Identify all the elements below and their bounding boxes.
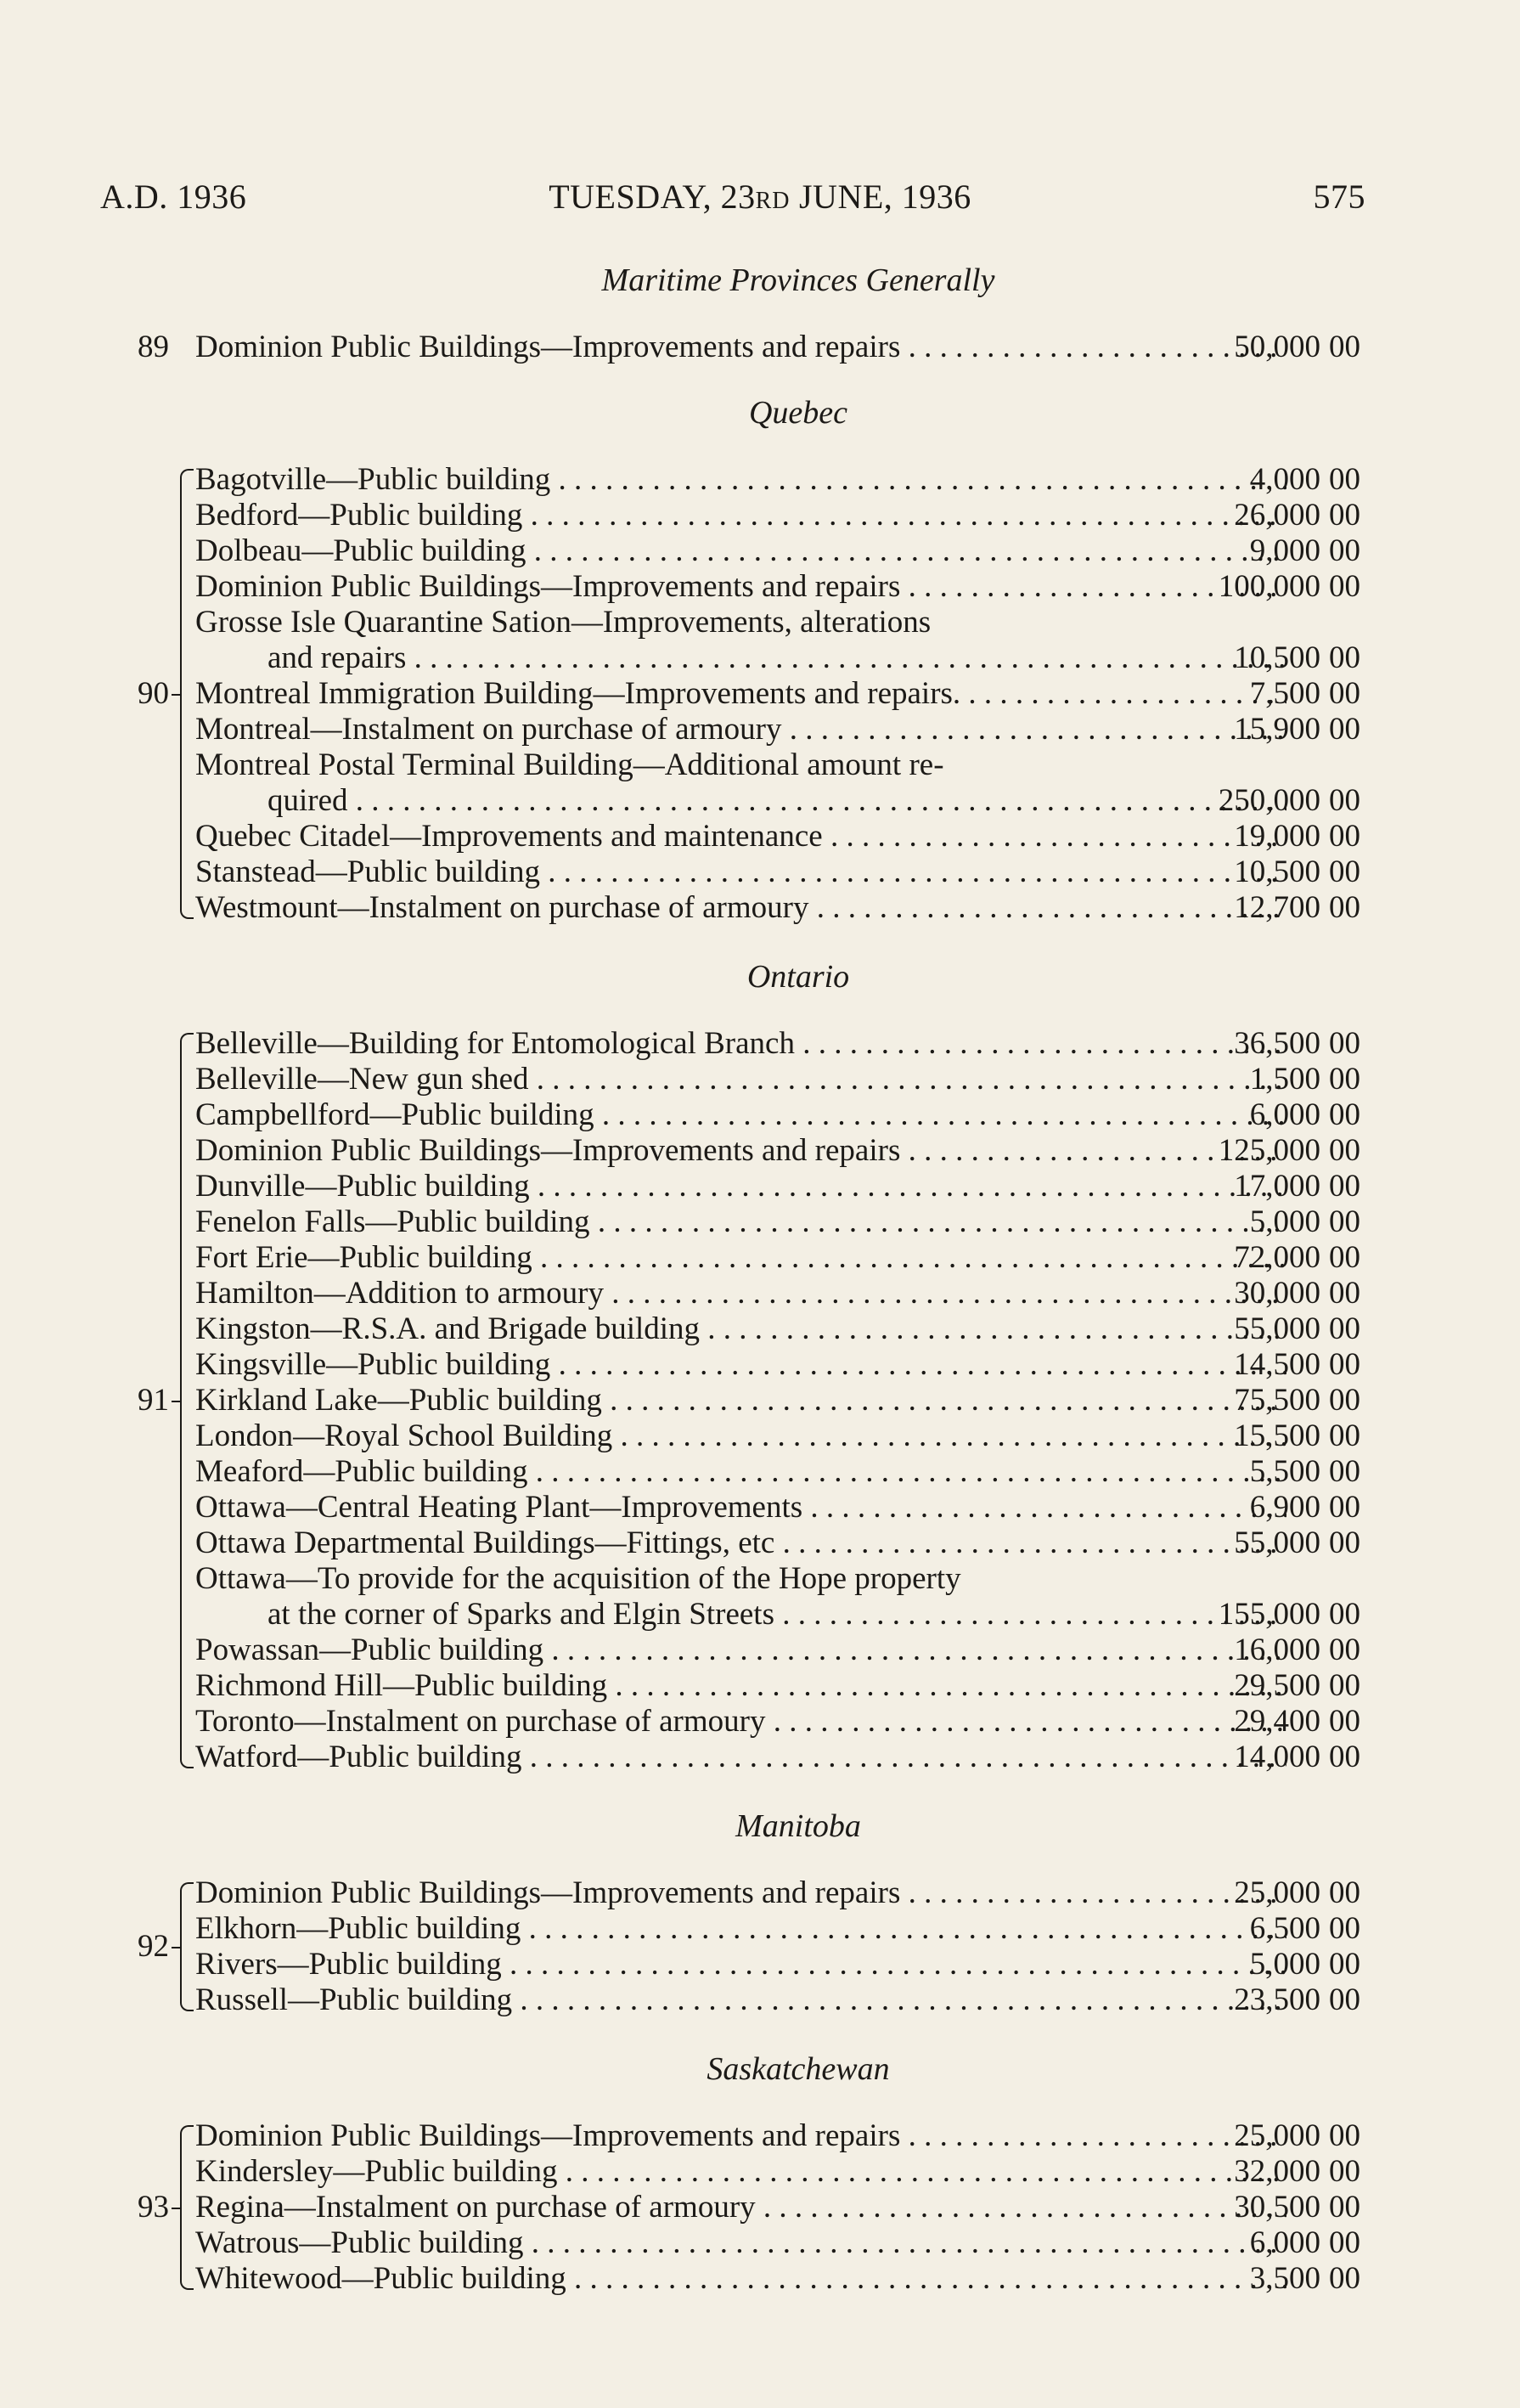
line-item: [127, 1704, 1367, 1740]
line-item: [127, 1668, 1367, 1704]
line-item: [127, 640, 1367, 676]
item-amount: 125,000: [1218, 1133, 1320, 1168]
item-cents: 00: [1329, 1597, 1360, 1632]
item-amount: 19,000: [1234, 819, 1320, 854]
item-cents: 00: [1329, 676, 1360, 711]
item-description: Kirkland Lake—Public building . . .: [195, 1383, 1286, 1418]
item-cents: 00: [1329, 462, 1360, 497]
line-item: [127, 1204, 1367, 1240]
line-item: [127, 1875, 1367, 1911]
item-cents: 00: [1329, 1740, 1360, 1774]
item-description: and repairs . . .: [195, 640, 1286, 676]
vote-number: 92: [138, 1929, 169, 1964]
item-amount: 16,000: [1234, 1633, 1320, 1667]
item-amount: 5,000: [1249, 1204, 1320, 1239]
item-description: Stanstead—Public building . . .: [195, 854, 1286, 890]
section-title-quebec: Quebec: [748, 395, 848, 431]
item-cents: 00: [1329, 2118, 1360, 2153]
line-item: [127, 2190, 1367, 2225]
item-description: Quebec Citadel—Improvements and maintenance . . .: [195, 819, 1286, 854]
line-item: [127, 462, 1367, 498]
item-description: Fort Erie—Public building . . .: [195, 1240, 1286, 1276]
line-item: [127, 2225, 1367, 2261]
item-amount: 75,500: [1234, 1383, 1320, 1418]
item-description: London—Royal School Building . . .: [195, 1418, 1286, 1454]
item-description: Dominion Public Buildings—Improvements and repairs . . .: [195, 2118, 1286, 2154]
item-cents: 00: [1329, 1490, 1360, 1525]
item-amount: 100,000: [1218, 569, 1320, 604]
item-description: Ottawa Departmental Buildings—Fittings, etc . . .: [195, 1525, 1286, 1561]
item-description: Elkhorn—Public building . . .: [195, 1911, 1286, 1947]
item-amount: 17,000: [1234, 1169, 1320, 1204]
line-item: [127, 1633, 1367, 1668]
item-cents: 00: [1329, 1911, 1360, 1946]
line-item: [127, 1133, 1367, 1169]
vote-number: 89: [138, 330, 169, 364]
item-description: Dominion Public Buildings—Improvements and repairs . . .: [195, 1875, 1286, 1911]
line-item: [127, 1947, 1367, 1982]
item-cents: 00: [1329, 569, 1360, 604]
item-amount: 4,000: [1249, 462, 1320, 497]
item-cents: 00: [1329, 1204, 1360, 1239]
item-cents: 00: [1329, 1633, 1360, 1667]
item-description: Dominion Public Buildings—Improvements and repairs . . .: [195, 1133, 1286, 1169]
item-cents: 00: [1329, 1668, 1360, 1703]
item-amount: 6,500: [1249, 1911, 1320, 1946]
item-description: Powassan—Public building . . .: [195, 1633, 1286, 1668]
item-amount: 32,000: [1234, 2154, 1320, 2189]
line-item: [127, 1347, 1367, 1383]
item-amount: 30,500: [1234, 2190, 1320, 2225]
item-description: Kingsville—Public building . . .: [195, 1347, 1286, 1383]
vote-group-manitoba: [127, 1875, 1367, 2018]
item-amount: 55,000: [1234, 1525, 1320, 1560]
item-amount: 29,400: [1234, 1704, 1320, 1739]
item-amount: 5,500: [1249, 1454, 1320, 1489]
vote-89-row: [127, 330, 1367, 365]
line-item: [127, 1418, 1367, 1454]
item-amount: 50,000: [1234, 330, 1320, 364]
line-item: [127, 1982, 1367, 2018]
item-amount: 55,000: [1234, 1311, 1320, 1346]
line-item: [127, 1454, 1367, 1490]
item-amount: 25,000: [1234, 1875, 1320, 1910]
line-item: [127, 1097, 1367, 1133]
item-cents: 00: [1329, 1026, 1360, 1061]
line-item: [127, 1597, 1367, 1633]
item-cents: 00: [1329, 2261, 1360, 2296]
item-description: Regina—Instalment on purchase of armoury . . .: [195, 2190, 1286, 2225]
header-year: A.D. 1936: [100, 178, 247, 216]
line-item: [127, 605, 1367, 640]
item-amount: 10,500: [1234, 854, 1320, 889]
item-amount: 15,900: [1234, 712, 1320, 747]
line-item: [127, 1311, 1367, 1347]
item-cents: 00: [1329, 712, 1360, 747]
item-cents: 00: [1329, 1982, 1360, 2017]
item-cents: 00: [1329, 533, 1360, 568]
line-item: [127, 890, 1367, 926]
item-amount: 14,000: [1234, 1740, 1320, 1774]
item-cents: 00: [1329, 1276, 1360, 1311]
line-item: [127, 1740, 1367, 1775]
item-cents: 00: [1329, 2190, 1360, 2225]
item-description: Hamilton—Addition to armoury . . .: [195, 1276, 1286, 1311]
item-amount: 72,000: [1234, 1240, 1320, 1275]
vote-number: 91: [138, 1383, 169, 1418]
line-item: [127, 819, 1367, 854]
item-cents: 00: [1329, 783, 1360, 818]
item-description: Toronto—Instalment on purchase of armoury . . .: [195, 1704, 1286, 1740]
item-amount: 10,500: [1234, 640, 1320, 675]
item-description: Fenelon Falls—Public building . . .: [195, 1204, 1286, 1240]
line-item: [127, 1911, 1367, 1947]
item-cents: 00: [1329, 330, 1360, 364]
item-amount: 6,000: [1249, 1097, 1320, 1132]
item-list: [127, 2118, 1367, 2297]
item-cents: 00: [1329, 1347, 1360, 1382]
line-item: [127, 1240, 1367, 1276]
item-cents: 00: [1329, 1875, 1360, 1910]
item-cents: 00: [1329, 1525, 1360, 1560]
section-title-ontario: Ontario: [746, 959, 850, 995]
section-title-saskatchewan: Saskatchewan: [707, 2051, 890, 2087]
item-description: Whitewood—Public building . . .: [195, 2261, 1286, 2297]
item-cents: 00: [1329, 1240, 1360, 1275]
estimates-content: [127, 253, 1367, 2326]
vote-group-ontario: [127, 1026, 1367, 1775]
item-cents: 00: [1329, 890, 1360, 925]
line-item: [127, 1276, 1367, 1311]
item-description: at the corner of Sparks and Elgin Streets . . .: [195, 1597, 1286, 1633]
item-cents: 00: [1329, 1311, 1360, 1346]
item-description: Belleville—New gun shed . . .: [195, 1062, 1286, 1097]
item-cents: 00: [1329, 1133, 1360, 1168]
line-item: [127, 1383, 1367, 1418]
line-item: [127, 1062, 1367, 1097]
vote-number: 93: [138, 2190, 169, 2225]
item-cents: 00: [1329, 1454, 1360, 1489]
vote-group-saskatchewan: [127, 2118, 1367, 2297]
item-description: Dunville—Public building . . .: [195, 1169, 1286, 1204]
item-description: Dolbeau—Public building . . .: [195, 533, 1286, 569]
item-amount: 1,500: [1249, 1062, 1320, 1097]
item-description: Russell—Public building . . .: [195, 1982, 1286, 2018]
line-item: [127, 676, 1367, 712]
item-amount: 36,500: [1234, 1026, 1320, 1061]
item-list: [127, 1026, 1367, 1775]
item-list: [127, 462, 1367, 926]
line-item: [127, 1525, 1367, 1561]
item-description: Westmount—Instalment on purchase of armoury . . .: [195, 890, 1286, 926]
item-amount: 14,500: [1234, 1347, 1320, 1382]
item-cents: 00: [1329, 854, 1360, 889]
item-amount: 7,500: [1249, 676, 1320, 711]
item-amount: 15,500: [1234, 1418, 1320, 1453]
line-item: [127, 533, 1367, 569]
vote-number: 90: [138, 676, 169, 711]
item-amount: 12,700: [1234, 890, 1320, 925]
item-cents: 00: [1329, 640, 1360, 675]
item-amount: 26,000: [1234, 498, 1320, 533]
line-item: [127, 2118, 1367, 2154]
item-description: quired . . .: [195, 783, 1286, 819]
item-amount: 29,500: [1234, 1668, 1320, 1703]
item-description: Campbellford—Public building . . .: [195, 1097, 1286, 1133]
line-item: [127, 1490, 1367, 1525]
item-amount: 5,000: [1249, 1947, 1320, 1982]
line-item: [127, 1169, 1367, 1204]
line-item: [127, 569, 1367, 605]
item-description: Bedford—Public building . . .: [195, 498, 1286, 533]
item-list: [127, 1875, 1367, 2018]
item-cents: 00: [1329, 1062, 1360, 1097]
item-description: Watford—Public building . . .: [195, 1740, 1286, 1775]
item-description: Ottawa—Central Heating Plant—Improvements . . .: [195, 1490, 1286, 1525]
item-amount: 6,000: [1249, 2225, 1320, 2260]
item-cents: 00: [1329, 2225, 1360, 2260]
item-cents: 00: [1329, 1704, 1360, 1739]
line-item: [127, 2261, 1367, 2297]
item-amount: 30,000: [1234, 1276, 1320, 1311]
item-description: Kingston—R.S.A. and Brigade building . . .: [195, 1311, 1286, 1347]
item-cents: 00: [1329, 1169, 1360, 1204]
item-description: Ottawa—To provide for the acquisition of the Hope property: [195, 1561, 961, 1596]
item-description: Grosse Isle Quarantine Sation—Improvements, alterations: [195, 605, 932, 640]
line-item: [127, 854, 1367, 890]
item-amount: 250,000: [1218, 783, 1320, 818]
section-title-maritime: Maritime Provinces Generally: [601, 262, 995, 298]
item-cents: 00: [1329, 1418, 1360, 1453]
vote-group-quebec: [127, 462, 1367, 926]
item-description: Meaford—Public building . . .: [195, 1454, 1286, 1490]
item-description: Dominion Public Buildings—Improvements and repairs . . .: [195, 569, 1286, 605]
item-amount: 155,000: [1218, 1597, 1320, 1632]
item-description: Richmond Hill—Public building . . .: [195, 1668, 1286, 1704]
line-item: [127, 1561, 1367, 1597]
item-cents: 00: [1329, 1947, 1360, 1982]
line-item: [127, 1026, 1367, 1062]
line-item: [127, 498, 1367, 533]
item-description: Rivers—Public building . . .: [195, 1947, 1286, 1982]
item-description: Montreal—Instalment on purchase of armoury . . .: [195, 712, 1286, 747]
item-description: Bagotville—Public building . . .: [195, 462, 1286, 498]
item-cents: 00: [1329, 2154, 1360, 2189]
item-description: Watrous—Public building . . .: [195, 2225, 1286, 2261]
line-item: [127, 2154, 1367, 2190]
item-cents: 00: [1329, 819, 1360, 854]
line-item: [127, 747, 1367, 783]
item-description: Kindersley—Public building . . .: [195, 2154, 1286, 2190]
item-cents: 00: [1329, 498, 1360, 533]
item-amount: 9,000: [1249, 533, 1320, 568]
item-cents: 00: [1329, 1383, 1360, 1418]
page-number: 575: [1313, 178, 1365, 216]
item-amount: 3,500: [1249, 2261, 1320, 2296]
item-cents: 00: [1329, 1097, 1360, 1132]
item-amount: 6,900: [1249, 1490, 1320, 1525]
line-item: [127, 783, 1367, 819]
item-amount: 23,500: [1234, 1982, 1320, 2017]
line-item: [127, 712, 1367, 747]
item-description: Montreal Postal Terminal Building—Additional amount re-: [195, 747, 944, 782]
item-description: Dominion Public Buildings—Improvements and repairs . . .: [195, 330, 1286, 365]
header-date: TUESDAY, 23RD JUNE, 1936: [549, 178, 971, 216]
section-title-manitoba: Manitoba: [735, 1808, 861, 1844]
item-amount: 25,000: [1234, 2118, 1320, 2153]
item-description: Belleville—Building for Entomological Branch . . .: [195, 1026, 1286, 1062]
item-description: Montreal Immigration Building—Improvements and repairs. . . .: [195, 676, 1286, 712]
